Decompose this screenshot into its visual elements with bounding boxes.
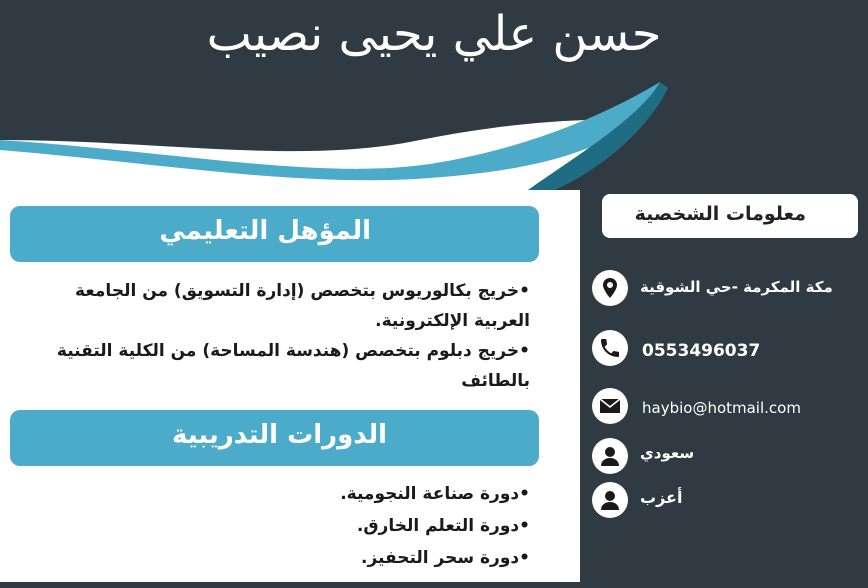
email-row [592,388,862,428]
personal-info-heading-box [602,194,858,238]
course-item: •دورة التعلم الخارق. [356,516,530,536]
person-icon [592,482,628,518]
address-row [592,270,862,310]
education-heading-bar [10,206,539,262]
person-name: حسن علي يحيى نصيب [206,6,662,62]
education-line: •خريج دبلوم بتخصص (هندسة المساحة) من الكلية التقنية [56,341,530,361]
education-line: بالطائف [461,371,530,391]
location-pin-icon [592,270,628,306]
course-item: •دورة سحر التحفيز. [361,548,530,568]
nationality-row [592,438,862,478]
nationality-text: سعودي [640,444,695,462]
phone-icon [592,330,628,366]
bottom-strip [0,582,580,588]
courses-list [230,478,530,574]
personal-info-heading: معلومات الشخصية [634,203,806,225]
sidebar [580,186,868,588]
courses-heading: الدورات التدريبية [172,420,387,450]
marital-status-text: أعزب [640,488,683,507]
phone-row [592,330,862,370]
envelope-icon [592,388,628,424]
course-item: •دورة صناعة النجومية. [340,484,530,504]
courses-heading-bar [10,410,539,466]
education-line: العربية الإلكترونية. [375,311,530,331]
marital-status-row [592,482,862,522]
email-text: haybio@hotmail.com [642,399,801,417]
address-text: مكة المكرمة -حي الشوقية [640,278,833,296]
phone-text: 0553496037 [642,341,761,361]
education-line: •خريج بكالوريوس بتخصص (إدارة التسويق) من الجامعة [75,281,530,301]
person-icon [592,438,628,474]
education-list [10,276,530,396]
education-heading: المؤهل التعليمي [159,216,371,246]
